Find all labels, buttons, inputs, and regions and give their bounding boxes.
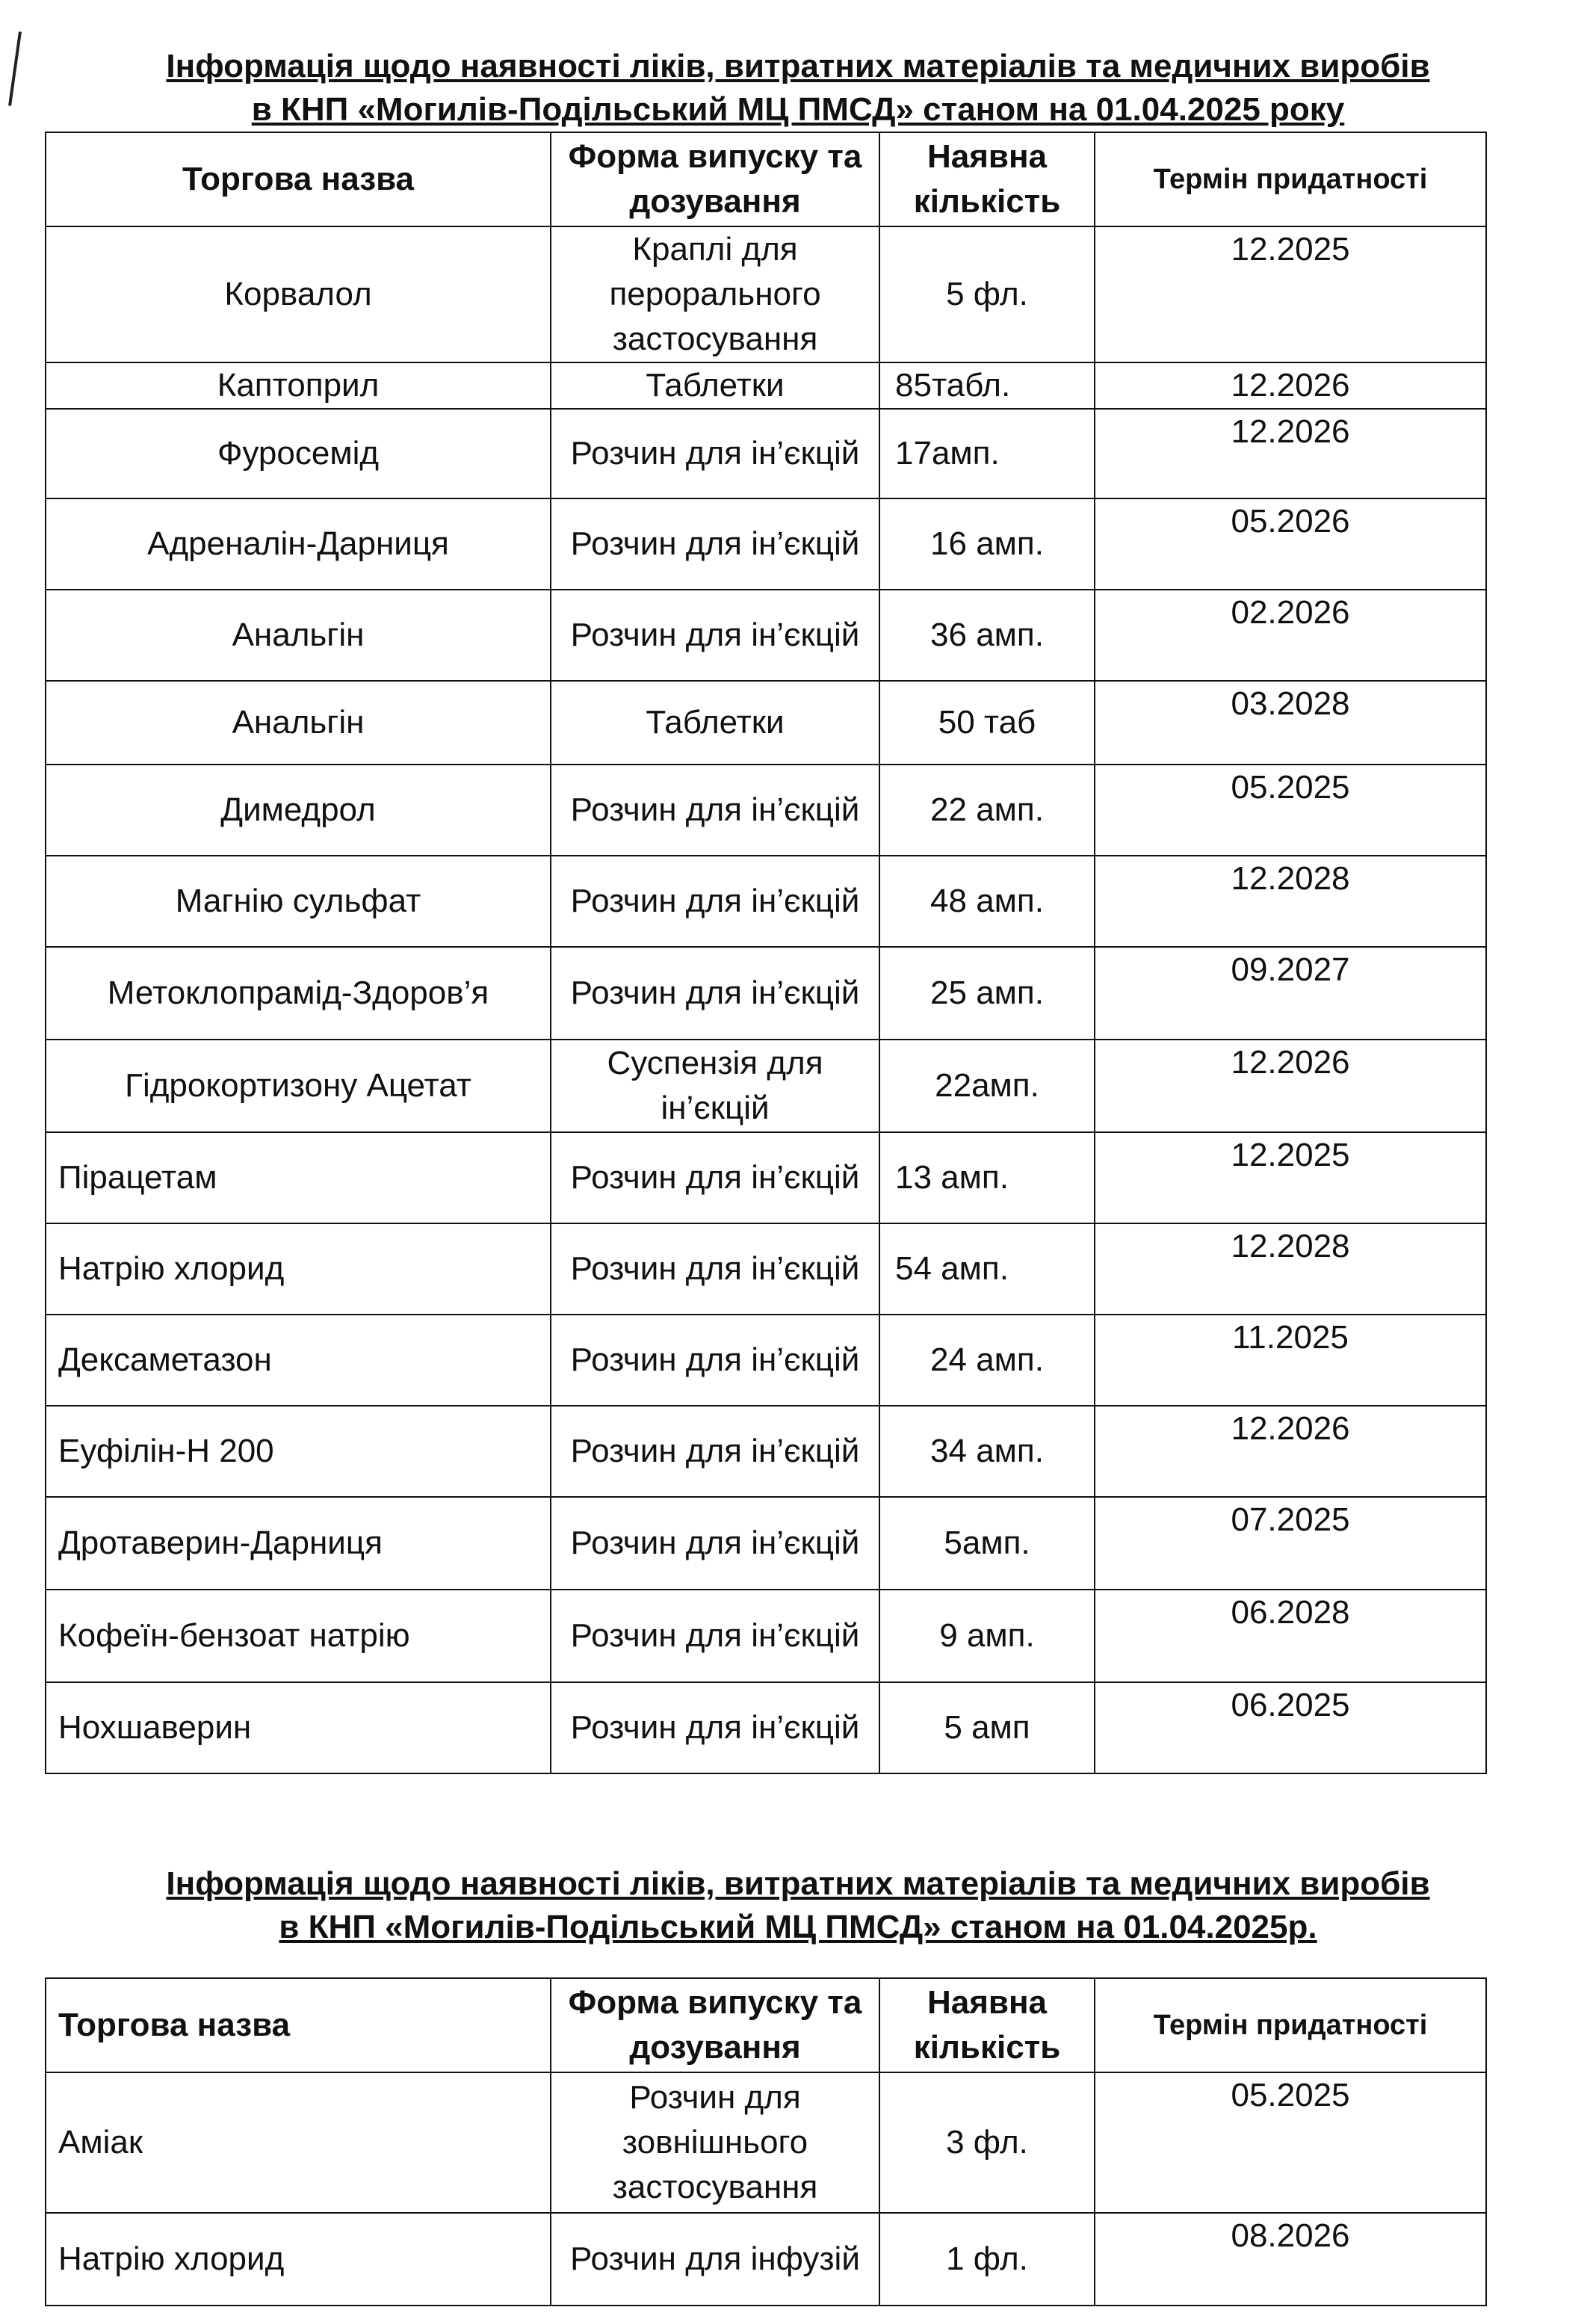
table-cell-expiry: 11.2025 [1095, 1315, 1486, 1406]
table-cell-expiry: 05.2026 [1095, 498, 1486, 590]
table-cell-expiry: 12.2025 [1095, 1132, 1486, 1223]
section2-table [45, 1977, 1487, 2306]
table-cell-qty: 54 амп. [879, 1223, 1095, 1315]
table-cell-name: Кофеїн-бензоат натрію [46, 1590, 551, 1682]
header-qty: Наявна кількість [879, 1978, 1095, 2072]
table-cell-qty: 36 амп. [879, 590, 1095, 681]
table-cell-expiry: 09.2027 [1095, 947, 1486, 1040]
table-cell-form: Розчин для ін’єкцій [551, 590, 879, 681]
table-cell-form: Розчин для ін’єкцій [551, 1132, 879, 1223]
table-cell-qty: 25 амп. [879, 947, 1095, 1040]
table-cell-expiry: 12.2026 [1095, 409, 1486, 498]
table-cell-expiry: 07.2025 [1095, 1497, 1486, 1590]
table-cell-expiry: 12.2026 [1095, 1040, 1486, 1132]
table-cell-qty: 22амп. [879, 1040, 1095, 1132]
table-cell-expiry: 12.2028 [1095, 1223, 1486, 1315]
table-cell-qty: 13 амп. [879, 1132, 1095, 1223]
table-cell-qty: 5 амп [879, 1682, 1095, 1773]
section2-title-line1: Інформація щодо наявності ліків, витратних матеріалів та медичних виробів [166, 1865, 1430, 1902]
header-form: Форма випуску та дозування [551, 132, 879, 226]
section2-title-line2: в КНП «Могилів-Подільський МЦ ПМСД» станом на 01.04.2025р. [279, 1909, 1317, 1945]
table-cell-form: Розчин для ін’єкцій [551, 947, 879, 1040]
table-cell-name: Еуфілін-Н 200 [46, 1406, 551, 1497]
header-form: Форма випуску та дозування [551, 1978, 879, 2072]
section1-title-line1: Інформація щодо наявності ліків, витратних матеріалів та медичних виробів [166, 48, 1430, 84]
table-cell-form: Таблетки [551, 681, 879, 765]
section2-title [0, 1862, 1596, 1949]
table-cell-qty: 16 амп. [879, 498, 1095, 590]
header-expiry: Термін придатності [1095, 1978, 1486, 2072]
table-cell-qty: 5 фл. [879, 226, 1095, 362]
table-cell-form: Розчин для ін’єкцій [551, 409, 879, 498]
table-cell-name: Пірацетам [46, 1132, 551, 1223]
table-cell-qty: 17амп. [879, 409, 1095, 498]
table-cell-name: Натрію хлорид [46, 2213, 551, 2306]
table-cell-form: Розчин для ін’єкцій [551, 1497, 879, 1590]
table-cell-name: Димедрол [46, 765, 551, 856]
table-cell-expiry: 05.2025 [1095, 2072, 1486, 2213]
table-cell-form: Розчин для ін’єкцій [551, 1223, 879, 1315]
table-cell-name: Дексаметазон [46, 1315, 551, 1406]
table-cell-qty: 5амп. [879, 1497, 1095, 1590]
table-cell-form: Розчин для ін’єкцій [551, 1590, 879, 1682]
table-cell-expiry: 06.2028 [1095, 1590, 1486, 1682]
table-cell-qty: 3 фл. [879, 2072, 1095, 2213]
table-cell-expiry: 05.2025 [1095, 765, 1486, 856]
header-name: Торгова назва [46, 132, 551, 226]
table-cell-form: Розчин для ін’єкцій [551, 1406, 879, 1497]
table-cell-qty: 85табл. [879, 362, 1095, 409]
table-cell-name: Аміак [46, 2072, 551, 2213]
table-cell-expiry: 12.2028 [1095, 856, 1486, 947]
table-cell-form: Розчин для зовнішнього застосування [551, 2072, 879, 2213]
table-cell-qty: 9 амп. [879, 1590, 1095, 1682]
table-cell-expiry: 08.2026 [1095, 2213, 1486, 2306]
table-cell-qty: 24 амп. [879, 1315, 1095, 1406]
table-cell-qty: 50 таб [879, 681, 1095, 765]
table-cell-form: Розчин для інфузій [551, 2213, 879, 2306]
section1-title-line2: в КНП «Могилів-Подільський МЦ ПМСД» станом на 01.04.2025 року [251, 91, 1345, 128]
table-cell-expiry: 12.2026 [1095, 1406, 1486, 1497]
table-cell-form: Суспензія для ін’єкцій [551, 1040, 879, 1132]
header-qty: Наявна кількість [879, 132, 1095, 226]
table-cell-name: Корвалол [46, 226, 551, 362]
table-cell-expiry: 06.2025 [1095, 1682, 1486, 1773]
table-cell-form: Розчин для ін’єкцій [551, 1315, 879, 1406]
table-cell-form: Розчин для ін’єкцій [551, 498, 879, 590]
section1-table [45, 132, 1487, 1774]
table-cell-form: Таблетки [551, 362, 879, 409]
table-cell-name: Анальгін [46, 590, 551, 681]
table-cell-expiry: 02.2026 [1095, 590, 1486, 681]
table-cell-name: Магнію сульфат [46, 856, 551, 947]
table-cell-expiry: 03.2028 [1095, 681, 1486, 765]
table-cell-name: Каптоприл [46, 362, 551, 409]
table-cell-qty: 48 амп. [879, 856, 1095, 947]
table-cell-name: Адреналін-Дарниця [46, 498, 551, 590]
table-cell-qty: 34 амп. [879, 1406, 1095, 1497]
table-cell-form: Розчин для ін’єкцій [551, 856, 879, 947]
section1-title [0, 45, 1596, 132]
header-expiry: Термін придатності [1095, 132, 1486, 226]
table-cell-form: Краплі для перорального застосування [551, 226, 879, 362]
table-cell-name: Дротаверин-Дарниця [46, 1497, 551, 1590]
table-cell-form: Розчин для ін’єкцій [551, 1682, 879, 1773]
table-cell-name: Метоклопрамід-Здоров’я [46, 947, 551, 1040]
table-cell-name: Фуросемід [46, 409, 551, 498]
table-cell-form: Розчин для ін’єкцій [551, 765, 879, 856]
table-cell-qty: 1 фл. [879, 2213, 1095, 2306]
table-cell-name: Нохшаверин [46, 1682, 551, 1773]
table-cell-name: Натрію хлорид [46, 1223, 551, 1315]
table-cell-name: Гідрокортизону Ацетат [46, 1040, 551, 1132]
table-cell-expiry: 12.2025 [1095, 226, 1486, 362]
table-cell-qty: 22 амп. [879, 765, 1095, 856]
header-name: Торгова назва [46, 1978, 551, 2072]
table-cell-name: Анальгін [46, 681, 551, 765]
table-cell-expiry: 12.2026 [1095, 362, 1486, 409]
